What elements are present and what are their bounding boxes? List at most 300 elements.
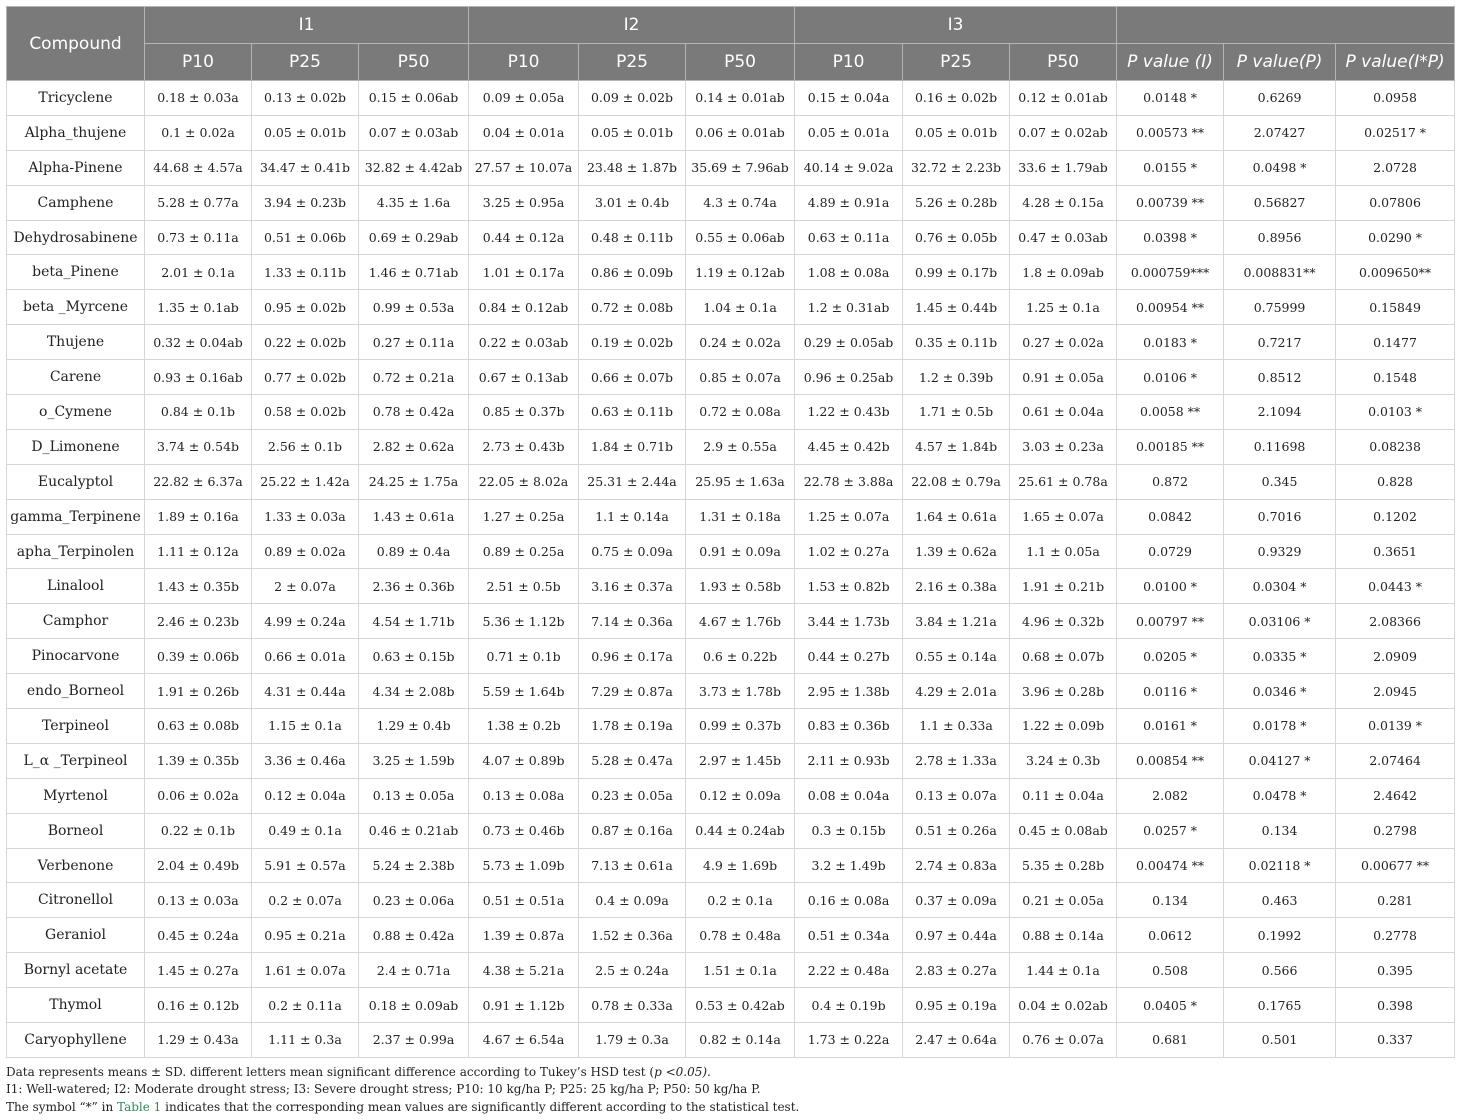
table-cell-value: 3.24 ± 0.3b [1010,743,1117,778]
table-cell-value: 0.13 ± 0.05a [359,778,469,813]
table-cell-value: 0.6 ± 0.22b [686,639,795,674]
subheader-i1-p10: P10 [145,44,252,81]
table-cell-value: 1.02 ± 0.27a [795,534,903,569]
table-cell-value: 0.63 ± 0.08b [145,709,252,744]
table-cell-value: 25.95 ± 1.63a [686,464,795,499]
table-cell-value: 1.93 ± 0.58b [686,569,795,604]
table-row [7,255,1455,290]
table-cell-value: 0.85 ± 0.07a [686,360,795,395]
table-row [7,848,1455,883]
table-cell-value: 1.89 ± 0.16a [145,499,252,534]
table-cell-pvalue: 0.0443 * [1336,569,1455,604]
table-cell-value: 1.61 ± 0.07a [252,953,359,988]
table-cell-pvalue: 0.134 [1117,883,1224,918]
table-cell-value: 0.96 ± 0.25ab [795,360,903,395]
table-cell-value: 5.91 ± 0.57a [252,848,359,883]
table-cell-value: 2.46 ± 0.23b [145,604,252,639]
table-cell-value: 2.73 ± 0.43b [469,429,579,464]
table-cell-value: 22.05 ± 8.02a [469,464,579,499]
table-cell-value: 0.47 ± 0.03ab [1010,220,1117,255]
table-cell-pvalue: 0.00573 ** [1117,115,1224,150]
table-cell-pvalue: 0.7016 [1224,499,1336,534]
table-cell-pvalue: 0.00739 ** [1117,185,1224,220]
table-footnotes [6,1064,1454,1117]
compound-name: Carene [7,360,145,395]
table-cell-pvalue: 0.00677 ** [1336,848,1455,883]
table-cell-pvalue: 0.1765 [1224,988,1336,1023]
table-cell-value: 1.31 ± 0.18a [686,499,795,534]
table-cell-value: 0.89 ± 0.02a [252,534,359,569]
table-cell-value: 0.75 ± 0.09a [579,534,686,569]
table-cell-pvalue: 0.8512 [1224,360,1336,395]
table-row [7,639,1455,674]
footnote-significance-text: Data represents means ± SD. different letters mean significant difference according to Tukey’s HSD test ( [6,1064,655,1079]
table-cell-value: 0.4 ± 0.09a [579,883,686,918]
table-cell-pvalue: 2.1094 [1224,395,1336,430]
pvalue-i-header: P value (I) [1117,44,1224,81]
table-cell-value: 0.51 ± 0.51a [469,883,579,918]
table-cell-value: 0.23 ± 0.06a [359,883,469,918]
table-row [7,918,1455,953]
table-cell-value: 0.27 ± 0.02a [1010,325,1117,360]
table-cell-pvalue: 0.463 [1224,883,1336,918]
table-cell-value: 0.66 ± 0.07b [579,360,686,395]
table-cell-value: 0.84 ± 0.1b [145,395,252,430]
compound-name: Bornyl acetate [7,953,145,988]
table-cell-value: 0.23 ± 0.05a [579,778,686,813]
table-cell-value: 0.2 ± 0.07a [252,883,359,918]
table-1-link[interactable]: Table 1 [117,1099,162,1114]
table-cell-pvalue: 0.9329 [1224,534,1336,569]
table-cell-pvalue: 0.828 [1336,464,1455,499]
table-cell-value: 0.15 ± 0.06ab [359,81,469,116]
table-cell-value: 0.22 ± 0.02b [252,325,359,360]
table-cell-value: 5.59 ± 1.64b [469,674,579,709]
table-cell-value: 24.25 ± 1.75a [359,464,469,499]
table-cell-value: 0.91 ± 0.05a [1010,360,1117,395]
table-cell-pvalue: 2.4642 [1336,778,1455,813]
table-row [7,464,1455,499]
table-cell-value: 0.07 ± 0.03ab [359,115,469,150]
compound-name: D_Limonene [7,429,145,464]
table-cell-value: 5.73 ± 1.09b [469,848,579,883]
table-cell-value: 4.96 ± 0.32b [1010,604,1117,639]
table-cell-value: 1.39 ± 0.35b [145,743,252,778]
table-cell-value: 23.48 ± 1.87b [579,150,686,185]
table-cell-value: 40.14 ± 9.02a [795,150,903,185]
table-cell-pvalue: 0.345 [1224,464,1336,499]
table-cell-value: 25.31 ± 2.44a [579,464,686,499]
table-cell-value: 0.18 ± 0.09ab [359,988,469,1023]
compound-name: endo_Borneol [7,674,145,709]
table-cell-value: 1.8 ± 0.09ab [1010,255,1117,290]
table-row [7,185,1455,220]
table-cell-value: 2.51 ± 0.5b [469,569,579,604]
table-cell-pvalue: 0.00474 ** [1117,848,1224,883]
table-cell-value: 3.16 ± 0.37a [579,569,686,604]
table-cell-pvalue: 0.00954 ** [1117,290,1224,325]
table-cell-pvalue: 0.1202 [1336,499,1455,534]
table-cell-value: 3.03 ± 0.23a [1010,429,1117,464]
table-cell-value: 0.88 ± 0.42a [359,918,469,953]
table-cell-value: 22.82 ± 6.37a [145,464,252,499]
table-cell-value: 1.33 ± 0.11b [252,255,359,290]
table-cell-value: 0.51 ± 0.06b [252,220,359,255]
table-cell-value: 0.72 ± 0.08b [579,290,686,325]
table-cell-value: 0.45 ± 0.24a [145,918,252,953]
compound-header: Compound [7,7,145,81]
table-cell-value: 4.28 ± 0.15a [1010,185,1117,220]
table-cell-value: 4.45 ± 0.42b [795,429,903,464]
table-cell-pvalue: 0.009650** [1336,255,1455,290]
table-cell-value: 1.22 ± 0.43b [795,395,903,430]
table-cell-value: 4.99 ± 0.24a [252,604,359,639]
subheader-i1-p25: P25 [252,44,359,81]
table-cell-value: 1.33 ± 0.03a [252,499,359,534]
table-cell-value: 2.78 ± 1.33a [903,743,1010,778]
table-cell-value: 0.21 ± 0.05a [1010,883,1117,918]
table-cell-value: 2.4 ± 0.71a [359,953,469,988]
table-cell-pvalue: 0.872 [1117,464,1224,499]
table-cell-value: 0.04 ± 0.02ab [1010,988,1117,1023]
table-cell-pvalue: 2.0728 [1336,150,1455,185]
compound-table [6,6,1455,1058]
table-cell-value: 0.87 ± 0.16a [579,813,686,848]
table-cell-value: 2.82 ± 0.62a [359,429,469,464]
table-cell-value: 1.1 ± 0.05a [1010,534,1117,569]
table-cell-pvalue: 0.0405 * [1117,988,1224,1023]
table-cell-value: 0.05 ± 0.01a [795,115,903,150]
table-cell-value: 0.16 ± 0.08a [795,883,903,918]
table-cell-value: 0.13 ± 0.02b [252,81,359,116]
table-cell-value: 4.57 ± 1.84b [903,429,1010,464]
table-cell-pvalue: 0.0155 * [1117,150,1224,185]
footnote-treatments: I1: Well-watered; I2: Moderate drought stress; I3: Severe drought stress; P10: 10 kg/ha P; P25: 25 kg/ha P; P50: 50 kg/ha P. [6,1082,761,1097]
table-cell-value: 1.84 ± 0.71b [579,429,686,464]
table-cell-value: 4.3 ± 0.74a [686,185,795,220]
table-cell-value: 1.43 ± 0.61a [359,499,469,534]
table-cell-value: 0.95 ± 0.19a [903,988,1010,1023]
table-cell-pvalue: 0.11698 [1224,429,1336,464]
table-cell-value: 0.24 ± 0.02a [686,325,795,360]
table-cell-value: 0.63 ± 0.11b [579,395,686,430]
table-cell-value: 5.24 ± 2.38b [359,848,469,883]
table-cell-value: 2 ± 0.07a [252,569,359,604]
table-cell-value: 1.43 ± 0.35b [145,569,252,604]
table-cell-value: 0.06 ± 0.02a [145,778,252,813]
table-cell-value: 3.73 ± 1.78b [686,674,795,709]
table-cell-value: 1.91 ± 0.26b [145,674,252,709]
table-cell-pvalue: 0.0106 * [1117,360,1224,395]
table-cell-value: 1.04 ± 0.1a [686,290,795,325]
group-header-i3: I3 [795,7,1117,44]
compound-name: Geraniol [7,918,145,953]
table-row [7,604,1455,639]
table-cell-value: 0.88 ± 0.14a [1010,918,1117,953]
table-cell-value: 7.14 ± 0.36a [579,604,686,639]
table-cell-pvalue: 2.082 [1117,778,1224,813]
table-cell-value: 5.28 ± 0.77a [145,185,252,220]
table-cell-value: 0.05 ± 0.01b [579,115,686,150]
table-cell-value: 0.86 ± 0.09b [579,255,686,290]
table-cell-value: 25.22 ± 1.42a [252,464,359,499]
table-cell-value: 2.04 ± 0.49b [145,848,252,883]
table-cell-value: 5.35 ± 0.28b [1010,848,1117,883]
table-cell-value: 0.44 ± 0.24ab [686,813,795,848]
table-cell-pvalue: 0.0103 * [1336,395,1455,430]
table-cell-value: 1.65 ± 0.07a [1010,499,1117,534]
table-cell-value: 0.44 ± 0.27b [795,639,903,674]
table-cell-pvalue: 0.008831** [1224,255,1336,290]
table-cell-value: 1.71 ± 0.5b [903,395,1010,430]
table-cell-pvalue: 0.0612 [1117,918,1224,953]
table-cell-value: 1.29 ± 0.4b [359,709,469,744]
table-row [7,115,1455,150]
table-row [7,674,1455,709]
table-cell-pvalue: 0.337 [1336,1023,1455,1058]
table-row [7,813,1455,848]
table-cell-value: 0.32 ± 0.04ab [145,325,252,360]
table-cell-value: 0.16 ± 0.02b [903,81,1010,116]
compound-name: Verbenone [7,848,145,883]
table-cell-pvalue: 0.00797 ** [1117,604,1224,639]
compound-name: Dehydrosabinene [7,220,145,255]
table-cell-pvalue: 0.0058 ** [1117,395,1224,430]
footnote-symbol-post: indicates that the corresponding mean values are significantly different according to the statistical test. [161,1099,800,1114]
table-cell-pvalue: 0.0178 * [1224,709,1336,744]
table-cell-pvalue: 0.0116 * [1117,674,1224,709]
table-cell-value: 0.15 ± 0.04a [795,81,903,116]
compound-name: Alpha_thujene [7,115,145,150]
table-row [7,81,1455,116]
table-cell-pvalue: 0.0478 * [1224,778,1336,813]
table-cell-pvalue: 0.2798 [1336,813,1455,848]
compound-name: Myrtenol [7,778,145,813]
table-cell-value: 1.73 ± 0.22a [795,1023,903,1058]
table-row [7,429,1455,464]
table-cell-value: 32.82 ± 4.42ab [359,150,469,185]
table-cell-value: 0.72 ± 0.08a [686,395,795,430]
table-cell-value: 4.38 ± 5.21a [469,953,579,988]
table-cell-value: 0.37 ± 0.09a [903,883,1010,918]
table-cell-value: 1.44 ± 0.1a [1010,953,1117,988]
table-cell-value: 1.79 ± 0.3a [579,1023,686,1058]
table-cell-value: 1.29 ± 0.43a [145,1023,252,1058]
table-cell-pvalue: 2.0945 [1336,674,1455,709]
table-cell-value: 0.13 ± 0.03a [145,883,252,918]
table-cell-value: 0.91 ± 1.12b [469,988,579,1023]
table-cell-value: 4.67 ± 6.54a [469,1023,579,1058]
table-cell-value: 0.76 ± 0.05b [903,220,1010,255]
table-row [7,290,1455,325]
table-cell-pvalue: 0.0148 * [1117,81,1224,116]
table-cell-value: 0.12 ± 0.01ab [1010,81,1117,116]
table-cell-value: 0.29 ± 0.05ab [795,325,903,360]
table-cell-pvalue: 0.6269 [1224,81,1336,116]
table-cell-pvalue: 0.395 [1336,953,1455,988]
table-cell-value: 1.15 ± 0.1a [252,709,359,744]
table-cell-value: 1.91 ± 0.21b [1010,569,1117,604]
footnote-significance [6,1064,1454,1082]
table-cell-value: 0.44 ± 0.12a [469,220,579,255]
table-cell-value: 0.73 ± 0.11a [145,220,252,255]
subheader-i3-p10: P10 [795,44,903,81]
table-cell-value: 1.45 ± 0.27a [145,953,252,988]
table-cell-value: 0.04 ± 0.01a [469,115,579,150]
table-row [7,1023,1455,1058]
table-cell-value: 4.31 ± 0.44a [252,674,359,709]
table-cell-value: 2.97 ± 1.45b [686,743,795,778]
table-cell-value: 0.99 ± 0.53a [359,290,469,325]
table-row [7,395,1455,430]
table-body [7,81,1455,1058]
compound-name: Eucalyptol [7,464,145,499]
table-cell-value: 1.19 ± 0.12ab [686,255,795,290]
table-cell-pvalue: 0.0346 * [1224,674,1336,709]
table-cell-pvalue: 0.07806 [1336,185,1455,220]
table-cell-value: 2.74 ± 0.83a [903,848,1010,883]
table-cell-value: 0.13 ± 0.07a [903,778,1010,813]
subheader-i1-p50: P50 [359,44,469,81]
table-cell-value: 0.66 ± 0.01a [252,639,359,674]
table-cell-value: 0.3 ± 0.15b [795,813,903,848]
table-cell-value: 0.55 ± 0.06ab [686,220,795,255]
table-cell-value: 34.47 ± 0.41b [252,150,359,185]
table-cell-value: 1.01 ± 0.17a [469,255,579,290]
table-cell-value: 1.78 ± 0.19a [579,709,686,744]
compound-name: gamma_Terpinene [7,499,145,534]
table-cell-value: 2.83 ± 0.27a [903,953,1010,988]
table-cell-value: 0.84 ± 0.12ab [469,290,579,325]
table-cell-value: 5.26 ± 0.28b [903,185,1010,220]
table-cell-value: 0.63 ± 0.11a [795,220,903,255]
table-cell-pvalue: 0.0139 * [1336,709,1455,744]
compound-name: Citronellol [7,883,145,918]
table-cell-value: 1.27 ± 0.25a [469,499,579,534]
table-cell-value: 33.6 ± 1.79ab [1010,150,1117,185]
compound-name: Terpineol [7,709,145,744]
table-cell-pvalue: 0.508 [1117,953,1224,988]
table-cell-value: 3.84 ± 1.21a [903,604,1010,639]
compound-name: apha_Terpinolen [7,534,145,569]
table-cell-value: 0.13 ± 0.08a [469,778,579,813]
table-cell-value: 0.53 ± 0.42ab [686,988,795,1023]
table-cell-pvalue: 0.681 [1117,1023,1224,1058]
pvalue-p-header: P value(P) [1224,44,1336,81]
table-cell-value: 4.07 ± 0.89b [469,743,579,778]
table-cell-value: 3.36 ± 0.46a [252,743,359,778]
table-cell-value: 22.08 ± 0.79a [903,464,1010,499]
table-cell-value: 0.1 ± 0.02a [145,115,252,150]
table-cell-value: 22.78 ± 3.88a [795,464,903,499]
table-cell-pvalue: 0.0398 * [1117,220,1224,255]
table-cell-pvalue: 0.0498 * [1224,150,1336,185]
table-cell-value: 2.37 ± 0.99a [359,1023,469,1058]
table-cell-pvalue: 0.1477 [1336,325,1455,360]
table-cell-value: 35.69 ± 7.96ab [686,150,795,185]
table-cell-value: 0.22 ± 0.03ab [469,325,579,360]
table-cell-pvalue: 2.07427 [1224,115,1336,150]
table-cell-pvalue: 0.566 [1224,953,1336,988]
table-cell-pvalue: 0.08238 [1336,429,1455,464]
table-cell-value: 0.78 ± 0.33a [579,988,686,1023]
table-row [7,360,1455,395]
table-cell-pvalue: 0.0100 * [1117,569,1224,604]
table-cell-value: 0.2 ± 0.1a [686,883,795,918]
table-cell-value: 0.35 ± 0.11b [903,325,1010,360]
table-cell-pvalue: 0.0304 * [1224,569,1336,604]
table-cell-pvalue: 0.04127 * [1224,743,1336,778]
table-cell-pvalue: 0.398 [1336,988,1455,1023]
table-cell-pvalue: 0.00185 ** [1117,429,1224,464]
table-cell-pvalue: 0.000759*** [1117,255,1224,290]
footnote-pvalue-text: p <0.05). [654,1064,711,1079]
table-row [7,709,1455,744]
table-cell-value: 2.36 ± 0.36b [359,569,469,604]
table-cell-value: 0.09 ± 0.05a [469,81,579,116]
table-row [7,499,1455,534]
table-cell-value: 0.67 ± 0.13ab [469,360,579,395]
table-cell-pvalue: 0.75999 [1224,290,1336,325]
table-cell-value: 1.53 ± 0.82b [795,569,903,604]
table-cell-value: 0.77 ± 0.02b [252,360,359,395]
table-cell-value: 2.11 ± 0.93b [795,743,903,778]
table-cell-value: 0.46 ± 0.21ab [359,813,469,848]
pvalue-group-header [1117,7,1455,44]
table-cell-value: 0.05 ± 0.01b [252,115,359,150]
table-cell-value: 0.49 ± 0.1a [252,813,359,848]
table-cell-value: 4.34 ± 2.08b [359,674,469,709]
table-cell-value: 0.09 ± 0.02b [579,81,686,116]
table-cell-value: 0.95 ± 0.02b [252,290,359,325]
table-cell-value: 1.52 ± 0.36a [579,918,686,953]
table-cell-value: 0.05 ± 0.01b [903,115,1010,150]
table-cell-value: 27.57 ± 10.07a [469,150,579,185]
table-cell-value: 1.2 ± 0.39b [903,360,1010,395]
table-cell-value: 0.97 ± 0.44a [903,918,1010,953]
table-cell-value: 2.9 ± 0.55a [686,429,795,464]
table-row [7,953,1455,988]
table-cell-pvalue: 0.281 [1336,883,1455,918]
table-cell-value: 0.76 ± 0.07a [1010,1023,1117,1058]
table-cell-value: 0.91 ± 0.09a [686,534,795,569]
table-cell-value: 0.22 ± 0.1b [145,813,252,848]
table-cell-value: 1.22 ± 0.09b [1010,709,1117,744]
table-cell-value: 2.22 ± 0.48a [795,953,903,988]
compound-name: Caryophyllene [7,1023,145,1058]
table-cell-value: 0.95 ± 0.21a [252,918,359,953]
group-header-i1: I1 [145,7,469,44]
table-cell-pvalue: 0.0335 * [1224,639,1336,674]
table-cell-value: 0.78 ± 0.42a [359,395,469,430]
table-cell-value: 2.56 ± 0.1b [252,429,359,464]
table-cell-value: 0.68 ± 0.07b [1010,639,1117,674]
table-cell-value: 4.54 ± 1.71b [359,604,469,639]
table-cell-value: 3.44 ± 1.73b [795,604,903,639]
table-cell-pvalue: 0.0290 * [1336,220,1455,255]
table-row [7,534,1455,569]
table-cell-pvalue: 0.00854 ** [1117,743,1224,778]
table-cell-value: 0.16 ± 0.12b [145,988,252,1023]
compound-name: Thymol [7,988,145,1023]
table-cell-value: 1.45 ± 0.44b [903,290,1010,325]
table-cell-value: 1.25 ± 0.07a [795,499,903,534]
table-cell-pvalue: 0.0729 [1117,534,1224,569]
table-cell-value: 0.08 ± 0.04a [795,778,903,813]
table-cell-value: 0.45 ± 0.08ab [1010,813,1117,848]
table-cell-value: 0.51 ± 0.34a [795,918,903,953]
table-cell-value: 0.89 ± 0.4a [359,534,469,569]
